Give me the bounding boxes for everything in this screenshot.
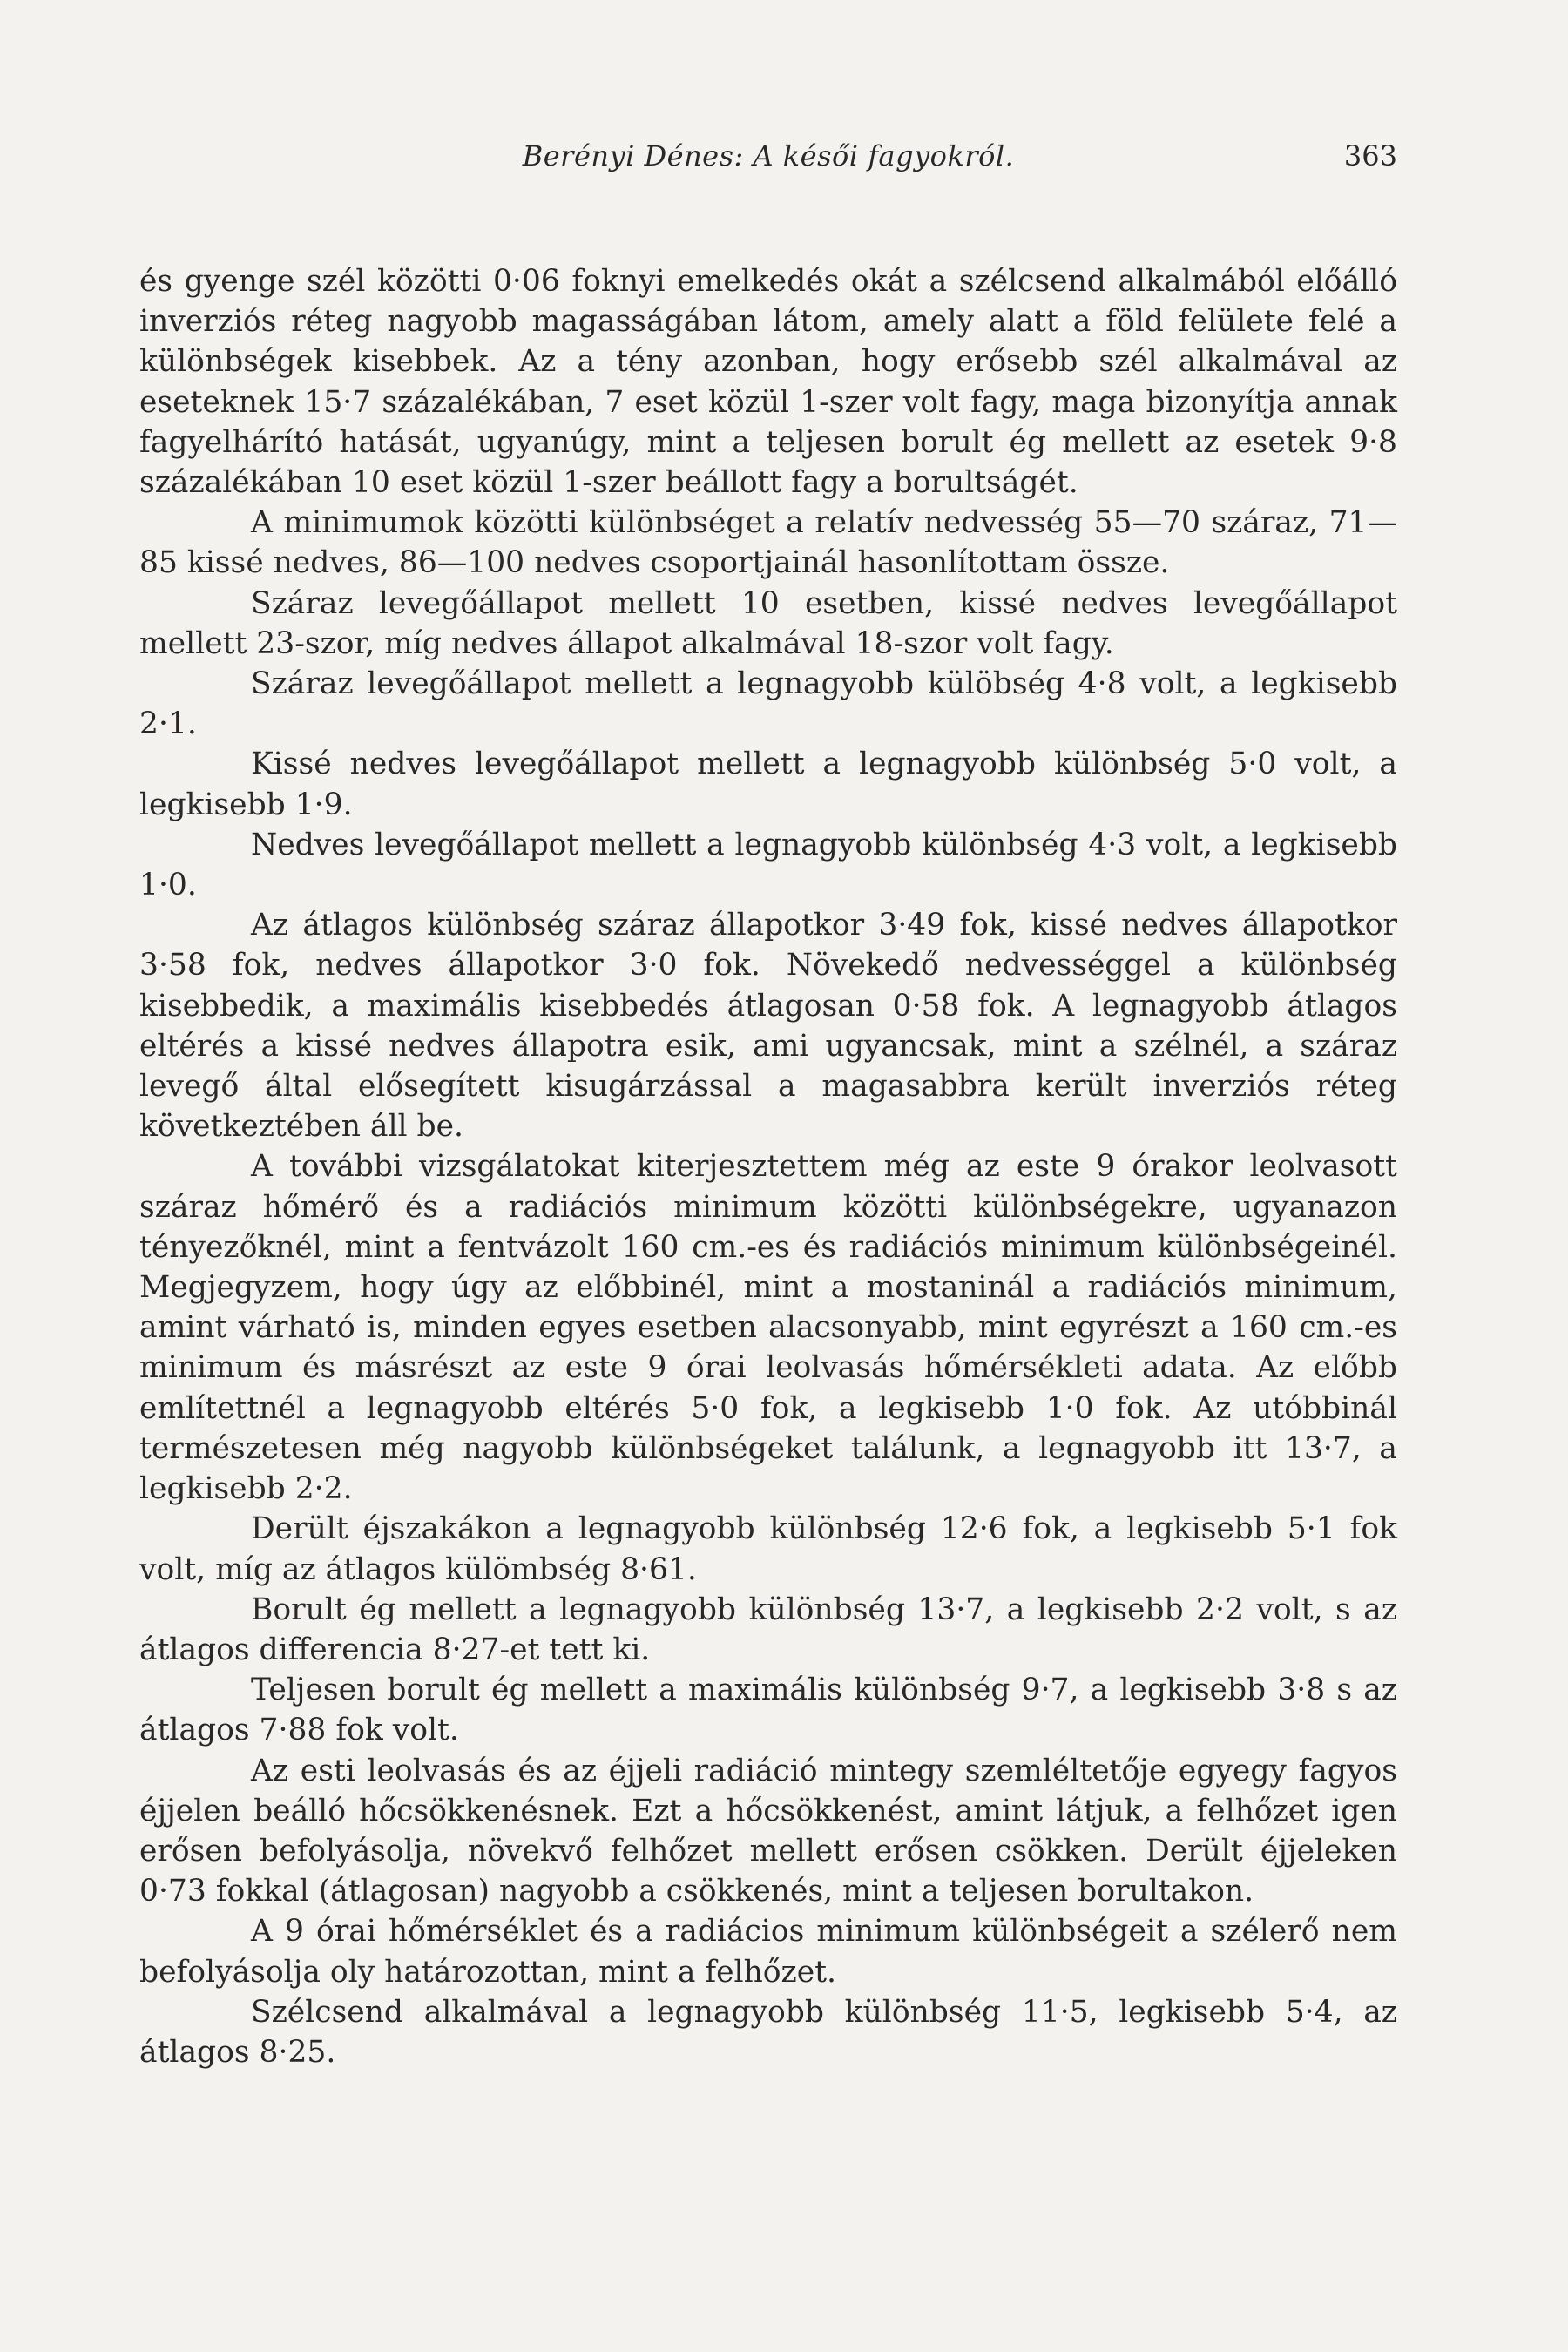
paragraph: A további vizsgálatokat kiterjesztettem még az este 9 órakor leolvasott száraz hőmérő és a radiációs minimum közötti különbségekre, ugyanazon tényezőknél, mint a fentvázolt 160 cm.-es és radiációs minimum különbségeinél. Megjegyzem, hogy úgy az előbbinél, mint a mostaninál a radiációs minimum, amint várható is, minden egyes esetben alacsonyabb, mint egyrészt a 160 cm.-es minimum és másrészt az este 9 órai leolvasás hőmérsékleti adata. Az előbb említettnél a legnagyobb eltérés 5·0 fok, a legkisebb 1·0 fok. Az utóbbinál természetesen még nagyobb különbségeket találunk, a legnagyobb itt 13·7, a legkisebb 2·2. bbox=[139, 1149, 1397, 1507]
paragraph: Teljesen borult ég mellett a maximális különbség 9·7, a legkisebb 3·8 s az átlagos 7·88 fok volt. bbox=[139, 1673, 1397, 1748]
paragraph: Szélcsend alkalmával a legnagyobb különbség 11·5, legkisebb 5·4, az átlagos 8·25. bbox=[139, 1994, 1397, 2070]
paragraph: A 9 órai hőmérséklet és a radiácios minimum különbségeit a szélerő nem befolyásolja oly határozottan, mint a felhőzet. bbox=[139, 1914, 1397, 1990]
paragraph: Száraz levegőállapot mellett a legnagyobb külöbség 4·8 volt, a legkisebb 2·1. bbox=[139, 666, 1397, 742]
paragraph: Borult ég mellett a legnagyobb különbség 13·7, a legkisebb 2·2 volt, s az átlagos differencia 8·27-et tett ki. bbox=[139, 1592, 1397, 1667]
paragraph: Száraz levegőállapot mellett 10 esetben, kissé nedves levegőállapot mellett 23-szor, míg nedves állapot alkalmával 18-szor volt fagy. bbox=[139, 585, 1397, 661]
paragraph: Az átlagos különbség száraz állapotkor 3·49 fok, kissé nedves állapotkor 3·58 fok, nedves állapotkor 3·0 fok. Növekedő nedvességgel a különbség kisebbedik, a maximális kisebbedés átlagosan 0·58 fok. A legnagyobb átlagos eltérés a kissé nedves állapotra esik, ami ugyancsak, mint a szélnél, a száraz levegő által elősegített kisugárzással a magasabbra került inverziós réteg következtében áll be. bbox=[139, 908, 1397, 1145]
page-header bbox=[139, 139, 1397, 192]
paragraph: Derült éjszakákon a legnagyobb különbség 12·6 fok, a legkisebb 5·1 fok volt, míg az átlagos külömbség 8·61. bbox=[139, 1511, 1397, 1587]
paragraph: Kissé nedves levegőállapot mellett a legnagyobb különbség 5·0 volt, a legkisebb 1·9. bbox=[139, 747, 1397, 822]
running-title: Berényi Dénes: A késői fagyokról. bbox=[522, 139, 1015, 172]
paragraph-continued: és gyenge szél közötti 0·06 foknyi emelkedés okát a szélcsend alkalmából előálló inverziós réteg nagyobb magasságában látom, amely alatt a föld felülete felé a különbségek kisebbek. Az a tény azonban, hogy erősebb szél alkalmával az eseteknek 15·7 százalékában, 7 eset közül 1-szer volt fagy, maga bizonyítja annak fagyelhárító hatását, ugyanúgy, mint a teljesen borult ég mellett az esetek 9·8 százalékában 10 eset közül 1-szer beállott fagy a borultságét. bbox=[139, 264, 1397, 501]
page-number: 363 bbox=[1343, 139, 1397, 172]
paragraph: A minimumok közötti különbséget a relatív nedvesség 55—70 száraz, 71—85 kissé nedves, 86—100 nedves csoportjainál hasonlítottam össze. bbox=[139, 505, 1397, 581]
paragraph: Az esti leolvasás és az éjjeli radiáció mintegy szemléltetője egyegy fagyos éjjelen beálló hőcsökkenésnek. Ezt a hőcsökkenést, amint látjuk, a felhőzet igen erősen befolyásolja, növekvő felhőzet mellett erősen csökken. Derült éjjeleken 0·73 fokkal (átlagosan) nagyobb a csökkenés, mint a teljesen borultakon. bbox=[139, 1753, 1397, 1909]
body-text bbox=[139, 261, 1397, 2072]
paragraph: Nedves levegőállapot mellett a legnagyobb különbség 4·3 volt, a legkisebb 1·0. bbox=[139, 827, 1397, 903]
